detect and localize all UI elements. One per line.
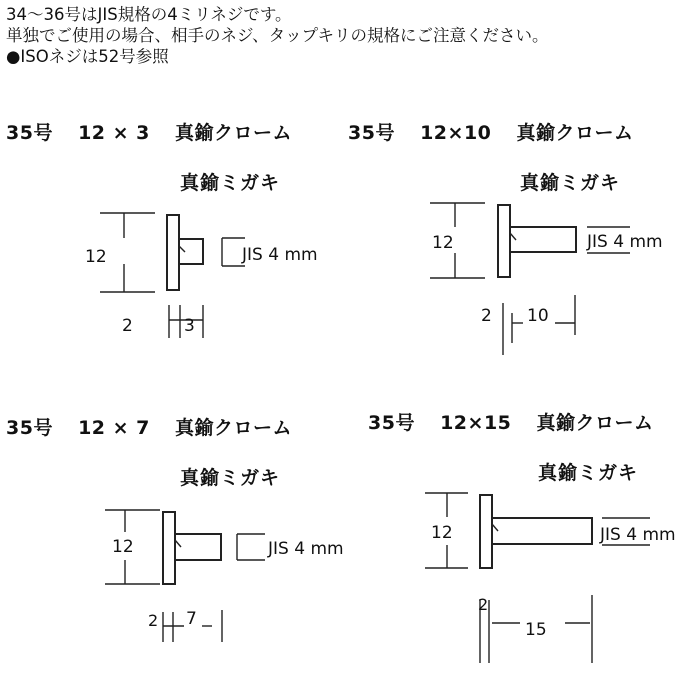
item-1-head-label: 2 [122,316,133,336]
item-2-size: 12×10 [420,122,492,144]
item-2-head-label: 2 [481,306,492,326]
item-1-header [6,118,292,145]
item-3-thread-label: JIS 4 mm [268,539,344,559]
item-2-material: 真鍮クローム [516,122,634,144]
item-2-screw-head [498,205,510,277]
item-3-number: 35号 [6,417,53,439]
item-4-thread-label: JIS 4 mm [600,525,676,545]
item-2-screw-shaft [510,227,576,252]
item-1-finish: 真鍮ミガキ [180,172,281,194]
item-1-length-label: 3 [184,316,195,336]
item-4-head-label: 2 [478,595,489,614]
item-4-number: 35号 [368,412,415,434]
item-1-number: 35号 [6,122,53,144]
item-1-height-label: 12 [85,247,107,267]
item-3-head-label: 2 [148,611,159,630]
note-line-1: 34〜36号はJIS規格の4ミリネジです。 [6,5,292,24]
item-1-material: 真鍮クローム [175,122,293,144]
item-4-length-label: 15 [525,620,547,640]
item-4-header [368,408,654,435]
note-line-3: ●ISOネジは52号参照 [6,47,169,66]
item-2-height-label: 12 [432,233,454,253]
item-4-screw-shaft [492,518,592,544]
item-1-thread-label: JIS 4 mm [242,245,318,265]
item-1-diagram [70,200,360,345]
item-3-height-label: 12 [112,537,134,557]
item-1-size: 12 × 3 [78,122,150,144]
item-3-length-label: 7 [186,609,197,629]
item-2-diagram [415,195,700,360]
item-3-header [6,413,292,440]
item-2-header [348,118,634,145]
note-line-2: 単独でご使用の場合、相手のネジ、タップキリの規格にご注意ください。 [6,26,549,45]
item-1-screw-shaft [179,239,203,264]
item-4-finish: 真鍮ミガキ [538,462,639,484]
item-3-material: 真鍮クローム [175,417,293,439]
item-3-finish: 真鍮ミガキ [180,467,281,489]
item-3-size: 12 × 7 [78,417,150,439]
item-2-number: 35号 [348,122,395,144]
item-3-screw-shaft [175,534,221,560]
item-4-screw-head [480,495,492,568]
item-2-length-label: 10 [527,306,549,326]
item-4-material: 真鍮クローム [536,412,654,434]
item-2-thread-label: JIS 4 mm [587,232,663,252]
item-3-screw-head [163,512,175,584]
item-2-finish: 真鍮ミガキ [520,172,621,194]
notes [6,4,696,67]
item-1-screw-head [167,215,179,290]
item-4-height-label: 12 [431,523,453,543]
item-4-size: 12×15 [440,412,512,434]
item-4-diagram [420,485,695,675]
item-3-diagram [100,500,370,650]
